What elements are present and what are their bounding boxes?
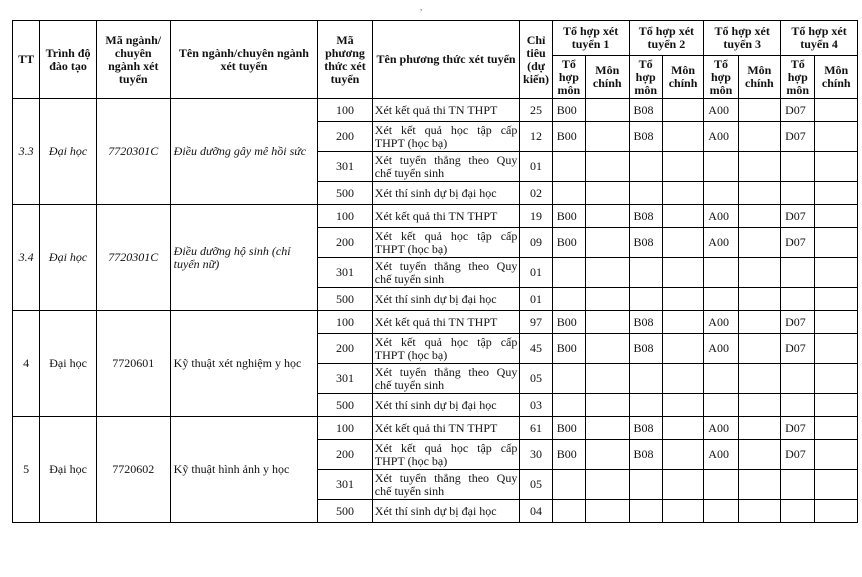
quota: 03	[520, 394, 552, 417]
col-ma-phuong-thuc: Mã phương thức xét tuyển	[318, 21, 373, 99]
row-level: Đại học	[40, 311, 97, 417]
subject-combination	[704, 470, 738, 500]
subject-combination	[704, 500, 738, 523]
table-row	[13, 99, 858, 122]
subject-combination: A00	[704, 311, 738, 334]
subject-combination: B00	[552, 417, 585, 440]
col-to-hop-2: Tổ hợp xét tuyển 2	[629, 21, 704, 56]
main-subject	[738, 500, 780, 523]
main-subject	[738, 288, 780, 311]
method-code: 100	[318, 99, 373, 122]
quota: 05	[520, 364, 552, 394]
main-subject	[586, 470, 629, 500]
subject-combination	[781, 500, 815, 523]
main-subject	[662, 417, 703, 440]
method-name: Xét thí sinh dự bị đại học	[372, 288, 520, 311]
row-program-code: 7720301C	[96, 99, 170, 205]
main-subject	[662, 440, 703, 470]
subject-combination	[552, 470, 585, 500]
method-name: Xét kết quả học tập cấp THPT (học bạ)	[372, 440, 520, 470]
subject-combination: D07	[781, 205, 815, 228]
row-program-name: Kỹ thuật xét nghiệm y học	[170, 311, 318, 417]
main-subject	[815, 288, 858, 311]
main-subject	[738, 311, 780, 334]
quota: 01	[520, 152, 552, 182]
main-subject	[815, 364, 858, 394]
main-subject	[586, 258, 629, 288]
row-tt: 5	[13, 417, 40, 523]
subject-combination	[552, 258, 585, 288]
main-subject	[815, 311, 858, 334]
subject-combination	[552, 152, 585, 182]
main-subject	[662, 258, 703, 288]
col-mon-chinh: Môn chính	[662, 56, 703, 99]
main-subject	[662, 122, 703, 152]
main-subject	[586, 500, 629, 523]
method-name: Xét thí sinh dự bị đại học	[372, 394, 520, 417]
subject-combination: D07	[781, 417, 815, 440]
quota: 04	[520, 500, 552, 523]
main-subject	[815, 205, 858, 228]
main-subject	[586, 182, 629, 205]
row-program-code: 7720602	[96, 417, 170, 523]
subject-combination: D07	[781, 99, 815, 122]
method-name: Xét tuyển thẳng theo Quy chế tuyển sinh	[372, 470, 520, 500]
method-name: Xét kết quả học tập cấp THPT (học bạ)	[372, 122, 520, 152]
main-subject	[738, 394, 780, 417]
subject-combination: A00	[704, 440, 738, 470]
main-subject	[662, 205, 703, 228]
subject-combination	[781, 182, 815, 205]
quota: 12	[520, 122, 552, 152]
main-subject	[586, 205, 629, 228]
main-subject	[815, 500, 858, 523]
subject-combination: B00	[552, 122, 585, 152]
subject-combination: B08	[629, 122, 662, 152]
subject-combination	[704, 394, 738, 417]
subject-combination	[781, 258, 815, 288]
main-subject	[586, 152, 629, 182]
quota: 01	[520, 288, 552, 311]
main-subject	[586, 394, 629, 417]
row-program-name: Kỹ thuật hình ảnh y học	[170, 417, 318, 523]
subject-combination: B00	[552, 228, 585, 258]
main-subject	[815, 470, 858, 500]
subject-combination: B08	[629, 311, 662, 334]
subject-combination: B08	[629, 99, 662, 122]
main-subject	[586, 417, 629, 440]
main-subject	[586, 99, 629, 122]
quota: 09	[520, 228, 552, 258]
col-mon-chinh: Môn chính	[815, 56, 858, 99]
method-code: 301	[318, 364, 373, 394]
table-row	[13, 311, 858, 334]
subject-combination	[781, 288, 815, 311]
subject-combination: D07	[781, 122, 815, 152]
main-subject	[586, 311, 629, 334]
main-subject	[662, 288, 703, 311]
main-subject	[738, 152, 780, 182]
main-subject	[815, 228, 858, 258]
method-name: Xét kết quả thi TN THPT	[372, 99, 520, 122]
subject-combination	[629, 364, 662, 394]
main-subject	[662, 364, 703, 394]
quota: 05	[520, 470, 552, 500]
subject-combination: A00	[704, 334, 738, 364]
subject-combination: B08	[629, 205, 662, 228]
subject-combination	[629, 288, 662, 311]
main-subject	[662, 152, 703, 182]
main-subject	[662, 394, 703, 417]
method-code: 200	[318, 122, 373, 152]
page-mark: ,	[420, 2, 423, 12]
col-ma-nganh: Mã ngành/ chuyên ngành xét tuyển	[96, 21, 170, 99]
method-code: 301	[318, 470, 373, 500]
method-name: Xét kết quả học tập cấp THPT (học bạ)	[372, 228, 520, 258]
row-tt: 4	[13, 311, 40, 417]
col-to-hop-mon: Tổ hợp môn	[552, 56, 585, 99]
subject-combination: B00	[552, 334, 585, 364]
main-subject	[815, 99, 858, 122]
main-subject	[738, 334, 780, 364]
main-subject	[662, 311, 703, 334]
main-subject	[662, 334, 703, 364]
subject-combination	[704, 152, 738, 182]
subject-combination	[629, 182, 662, 205]
table-row	[13, 205, 858, 228]
method-name: Xét kết quả thi TN THPT	[372, 417, 520, 440]
subject-combination	[629, 394, 662, 417]
method-code: 301	[318, 152, 373, 182]
main-subject	[815, 440, 858, 470]
main-subject	[738, 205, 780, 228]
method-code: 500	[318, 500, 373, 523]
subject-combination: B08	[629, 417, 662, 440]
table-body	[13, 99, 858, 523]
quota: 97	[520, 311, 552, 334]
method-code: 200	[318, 440, 373, 470]
subject-combination	[552, 364, 585, 394]
col-to-hop-1: Tổ hợp xét tuyển 1	[552, 21, 629, 56]
subject-combination: A00	[704, 99, 738, 122]
main-subject	[815, 152, 858, 182]
subject-combination	[629, 470, 662, 500]
main-subject	[586, 440, 629, 470]
col-trinh-do: Trình độ đào tạo	[40, 21, 97, 99]
quota: 02	[520, 182, 552, 205]
subject-combination: A00	[704, 122, 738, 152]
method-code: 500	[318, 288, 373, 311]
col-tt: TT	[13, 21, 40, 99]
method-code: 100	[318, 205, 373, 228]
col-to-hop-mon: Tổ hợp môn	[781, 56, 815, 99]
col-ten-phuong-thuc: Tên phương thức xét tuyển	[372, 21, 520, 99]
row-tt: 3.4	[13, 205, 40, 311]
method-name: Xét thí sinh dự bị đại học	[372, 182, 520, 205]
subject-combination	[704, 182, 738, 205]
subject-combination: A00	[704, 205, 738, 228]
method-name: Xét tuyển thẳng theo Quy chế tuyển sinh	[372, 364, 520, 394]
row-level: Đại học	[40, 99, 97, 205]
main-subject	[738, 99, 780, 122]
method-name: Xét kết quả học tập cấp THPT (học bạ)	[372, 334, 520, 364]
col-ten-nganh: Tên ngành/chuyên ngành xét tuyển	[170, 21, 318, 99]
method-code: 200	[318, 334, 373, 364]
admission-table	[12, 20, 858, 523]
method-code: 200	[318, 228, 373, 258]
subject-combination: B00	[552, 205, 585, 228]
main-subject	[586, 288, 629, 311]
main-subject	[738, 182, 780, 205]
table-header	[13, 21, 858, 99]
method-code: 500	[318, 182, 373, 205]
quota: 45	[520, 334, 552, 364]
main-subject	[662, 228, 703, 258]
main-subject	[738, 470, 780, 500]
subject-combination	[781, 152, 815, 182]
method-name: Xét thí sinh dự bị đại học	[372, 500, 520, 523]
main-subject	[662, 99, 703, 122]
subject-combination: B08	[629, 228, 662, 258]
method-code: 100	[318, 417, 373, 440]
quota: 01	[520, 258, 552, 288]
subject-combination: B00	[552, 440, 585, 470]
method-name: Xét kết quả thi TN THPT	[372, 205, 520, 228]
main-subject	[662, 470, 703, 500]
main-subject	[586, 334, 629, 364]
row-program-code: 7720301C	[96, 205, 170, 311]
main-subject	[738, 122, 780, 152]
method-code: 301	[318, 258, 373, 288]
subject-combination	[781, 470, 815, 500]
main-subject	[815, 258, 858, 288]
quota: 19	[520, 205, 552, 228]
subject-combination	[552, 288, 585, 311]
subject-combination	[704, 258, 738, 288]
subject-combination	[629, 152, 662, 182]
row-program-code: 7720601	[96, 311, 170, 417]
method-code: 100	[318, 311, 373, 334]
method-name: Xét tuyển thẳng theo Quy chế tuyển sinh	[372, 258, 520, 288]
row-program-name: Điều dưỡng gây mê hồi sức	[170, 99, 318, 205]
subject-combination: D07	[781, 311, 815, 334]
main-subject	[738, 228, 780, 258]
method-code: 500	[318, 394, 373, 417]
col-mon-chinh: Môn chính	[586, 56, 629, 99]
method-name: Xét tuyển thẳng theo Quy chế tuyển sinh	[372, 152, 520, 182]
subject-combination	[552, 500, 585, 523]
row-level: Đại học	[40, 417, 97, 523]
subject-combination: B00	[552, 99, 585, 122]
main-subject	[586, 122, 629, 152]
row-program-name: Điều dưỡng hộ sinh (chỉ tuyển nữ)	[170, 205, 318, 311]
subject-combination: B08	[629, 440, 662, 470]
main-subject	[738, 440, 780, 470]
subject-combination: D07	[781, 334, 815, 364]
col-to-hop-mon: Tổ hợp môn	[629, 56, 662, 99]
table-row	[13, 417, 858, 440]
main-subject	[662, 500, 703, 523]
col-mon-chinh: Môn chính	[738, 56, 780, 99]
col-to-hop-3: Tổ hợp xét tuyển 3	[704, 21, 781, 56]
subject-combination: D07	[781, 440, 815, 470]
main-subject	[586, 228, 629, 258]
main-subject	[815, 394, 858, 417]
subject-combination	[704, 364, 738, 394]
quota: 61	[520, 417, 552, 440]
col-to-hop-4: Tổ hợp xét tuyển 4	[781, 21, 858, 56]
main-subject	[815, 417, 858, 440]
main-subject	[738, 417, 780, 440]
main-subject	[586, 364, 629, 394]
method-name: Xét kết quả thi TN THPT	[372, 311, 520, 334]
row-tt: 3.3	[13, 99, 40, 205]
main-subject	[738, 258, 780, 288]
main-subject	[815, 182, 858, 205]
subject-combination: D07	[781, 228, 815, 258]
subject-combination	[629, 500, 662, 523]
main-subject	[662, 182, 703, 205]
subject-combination	[781, 394, 815, 417]
subject-combination	[552, 394, 585, 417]
subject-combination: B00	[552, 311, 585, 334]
subject-combination	[781, 364, 815, 394]
quota: 30	[520, 440, 552, 470]
row-level: Đại học	[40, 205, 97, 311]
subject-combination: A00	[704, 228, 738, 258]
subject-combination	[704, 288, 738, 311]
subject-combination: B08	[629, 334, 662, 364]
main-subject	[815, 334, 858, 364]
col-to-hop-mon: Tổ hợp môn	[704, 56, 738, 99]
subject-combination	[552, 182, 585, 205]
col-chi-tieu: Chỉ tiêu (dự kiến)	[520, 21, 552, 99]
main-subject	[815, 122, 858, 152]
subject-combination	[629, 258, 662, 288]
quota: 25	[520, 99, 552, 122]
main-subject	[738, 364, 780, 394]
subject-combination: A00	[704, 417, 738, 440]
